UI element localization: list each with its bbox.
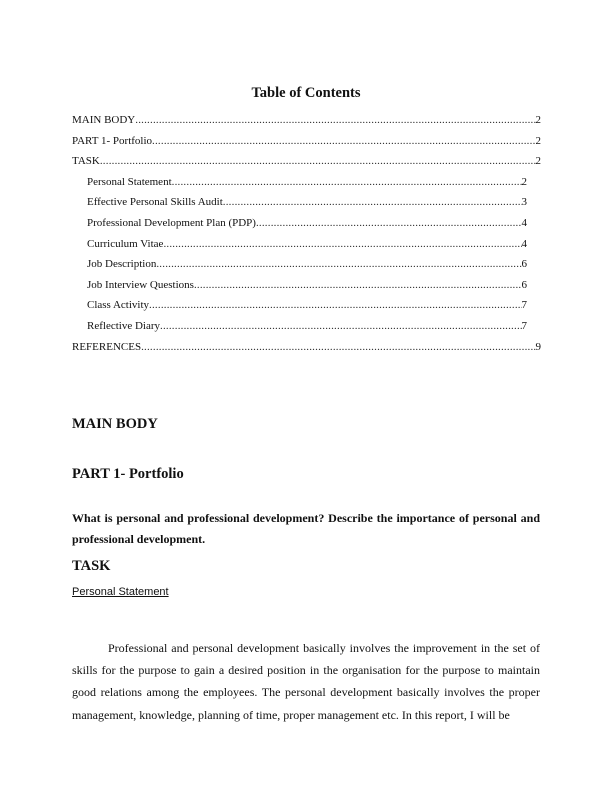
toc-entry-page: 7 [521,319,527,332]
subheading-personal-statement: Personal Statement [72,586,169,598]
toc-entry-personal-statement[interactable] [87,174,527,195]
toc-entry-label: TASK [72,155,100,168]
heading-task: TASK [72,558,111,574]
toc-entry-page: 9 [535,340,541,353]
question-text: What is personal and professional development? Describe the importance of personal and professional development. [72,511,540,546]
toc-entry-label: Reflective Diary [87,319,160,332]
toc-entry-skills-audit[interactable] [87,194,527,215]
body-paragraph: Professional and personal development basically involves the improvement in the set of skills for the purpose to gain a desired position in the organisation for the purpose to maintain good relations among the employees. The personal development basically involves the proper management, knowledge, planning of time, proper management etc. In this report, I will be [72,641,540,722]
toc-leader-dots [156,256,521,272]
toc-entry-label: Personal Statement [87,175,172,188]
toc-entry-page: 4 [521,216,527,229]
toc-entry-page: 2 [535,134,541,147]
toc-entry-task[interactable] [72,153,541,174]
toc-leader-dots [135,112,535,128]
heading-main-body: MAIN BODY [72,416,158,432]
toc-title: Table of Contents [251,85,361,101]
toc-entry-page: 2 [521,175,527,188]
table-of-contents [72,112,541,359]
toc-leader-dots [223,194,522,210]
toc-entry-label: Job Interview Questions [87,278,194,291]
toc-entry-curriculum-vitae[interactable] [87,236,527,257]
toc-entry-page: 2 [535,114,541,126]
toc-entry-page: 2 [535,155,541,168]
toc-entry-label: Curriculum Vitae [87,237,164,250]
toc-entry-reflective-diary[interactable] [87,318,527,339]
toc-entry-label: Job Description [87,258,157,271]
toc-entry-page: 7 [521,299,527,312]
toc-entry-class-activity[interactable] [87,297,527,318]
toc-leader-dots [141,339,535,355]
toc-entry-label: Class Activity [87,299,150,312]
toc-leader-dots [172,174,522,190]
toc-entry-label: REFERENCES [72,340,142,353]
toc-entry-page: 4 [521,237,527,250]
toc-leader-dots [152,133,535,149]
toc-leader-dots [163,236,521,252]
toc-entry-pdp[interactable] [87,215,527,236]
toc-leader-dots [194,277,522,293]
toc-leader-dots [160,318,522,334]
toc-entry-references[interactable] [72,339,541,360]
toc-entry-main-body[interactable] [72,112,541,133]
toc-entry-job-description[interactable] [87,256,527,277]
toc-entry-page: 6 [521,258,527,271]
heading-part1-portfolio: PART 1- Portfolio [72,466,184,482]
toc-entry-part1-portfolio[interactable] [72,133,541,154]
toc-entry-page: 3 [521,196,527,209]
toc-entry-label: Professional Development Plan (PDP) [87,216,256,229]
toc-leader-dots [256,215,522,231]
toc-entry-label: Effective Personal Skills Audit [87,196,223,209]
toc-entry-page: 6 [521,278,527,291]
toc-leader-dots [100,153,536,169]
toc-entry-job-interview-questions[interactable] [87,277,527,298]
toc-entry-label: MAIN BODY [72,114,136,126]
toc-leader-dots [149,297,521,313]
toc-entry-label: PART 1- Portfolio [72,134,153,147]
